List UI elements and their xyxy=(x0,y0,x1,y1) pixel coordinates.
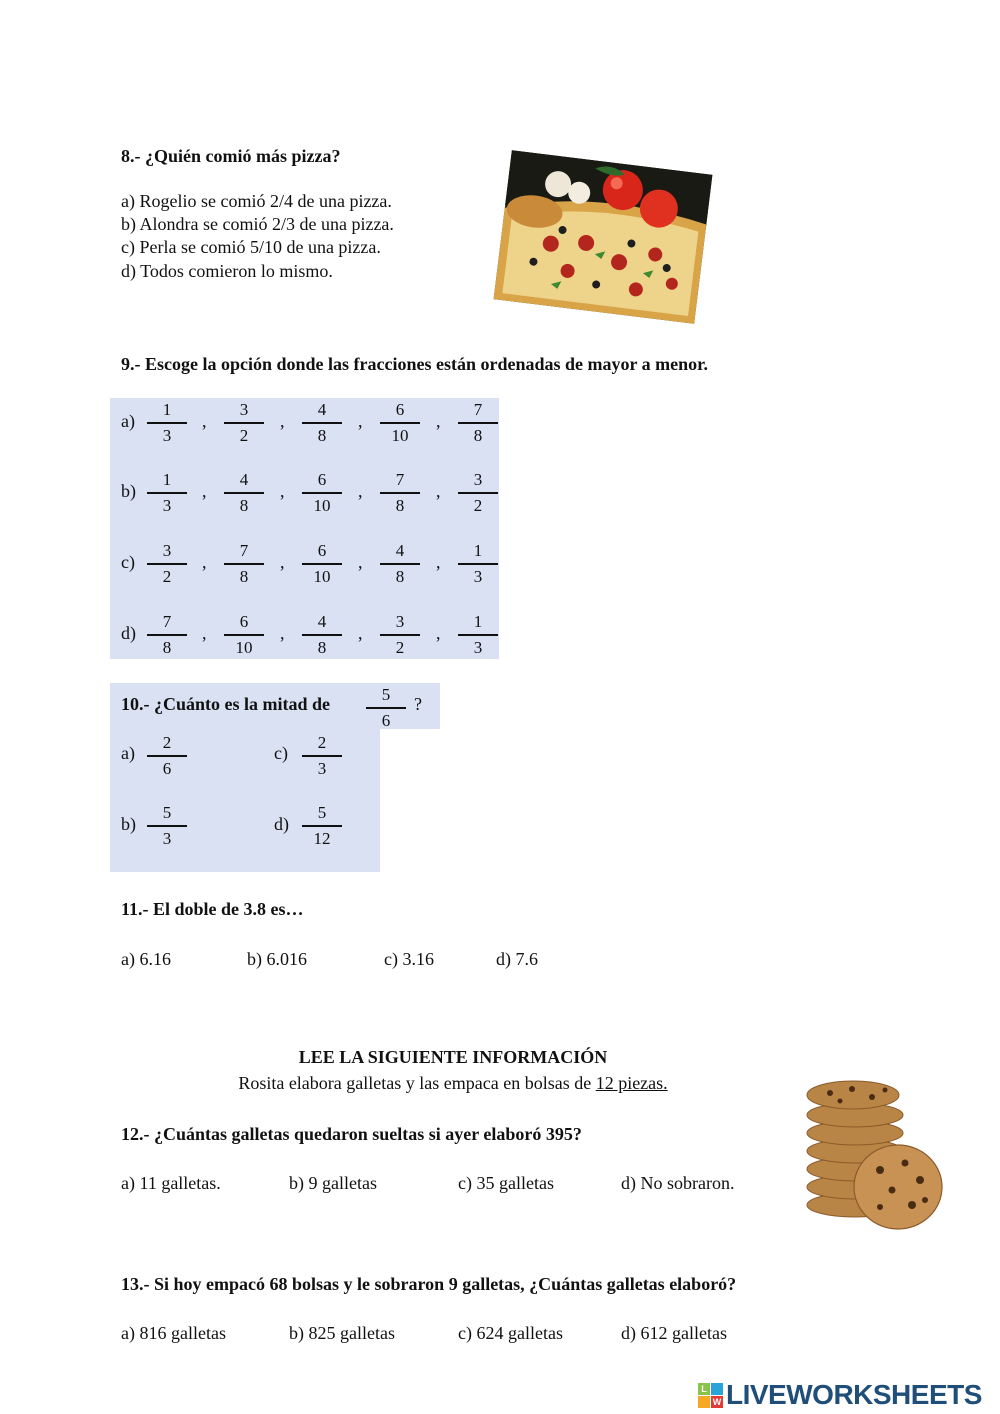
q10-question-mark: ? xyxy=(414,694,422,714)
separator-comma: , xyxy=(436,623,441,643)
fraction-bar xyxy=(147,755,187,757)
separator-comma: , xyxy=(280,481,285,501)
option-letter: d) xyxy=(121,623,136,643)
info-text-underlined: 12 piezas. xyxy=(595,1073,668,1093)
q13-option-c[interactable]: c) 624 galletas xyxy=(458,1323,563,1343)
q11-option-a[interactable]: a) 6.16 xyxy=(121,949,171,969)
fraction-bar xyxy=(458,563,498,565)
fraction-numerator: 1 xyxy=(162,400,172,419)
q8-option-d[interactable]: d) Todos comieron lo mismo. xyxy=(121,261,333,281)
q13-option-d[interactable]: d) 612 galletas xyxy=(621,1323,727,1343)
fraction-numerator: 7 xyxy=(239,541,249,560)
separator-comma: , xyxy=(358,623,363,643)
fraction xyxy=(302,470,342,516)
fraction-denominator: 2 xyxy=(239,425,249,445)
separator-comma: , xyxy=(202,411,207,431)
separator-comma: , xyxy=(280,411,285,431)
option-fraction xyxy=(302,803,342,849)
option-letter: b) xyxy=(121,814,136,834)
fraction-bar xyxy=(224,634,264,636)
fraction xyxy=(380,470,420,516)
q8-option-c[interactable]: c) Perla se comió 5/10 de una pizza. xyxy=(121,237,381,257)
option-letter: d) xyxy=(274,814,289,834)
fraction-bar xyxy=(302,422,342,424)
fraction-numerator: 5 xyxy=(317,803,327,822)
q8-title: 8.- ¿Quién comió más pizza? xyxy=(121,146,341,166)
fraction xyxy=(458,470,498,516)
q12-option-b[interactable]: b) 9 galletas xyxy=(289,1173,377,1193)
fraction-bar xyxy=(147,634,187,636)
fraction-denominator: 3 xyxy=(473,566,483,586)
fraction-bar xyxy=(302,563,342,565)
fraction-denominator: 10 xyxy=(313,566,331,586)
fraction-numerator: 4 xyxy=(239,470,249,489)
fraction-numerator: 4 xyxy=(317,400,327,419)
icon-tile xyxy=(698,1396,710,1408)
fraction-denominator: 3 xyxy=(317,758,327,778)
q10-title-fraction xyxy=(366,685,406,731)
fraction-denominator: 8 xyxy=(473,425,483,445)
option-fraction xyxy=(302,733,342,779)
q8-option-a[interactable]: a) Rogelio se comió 2/4 de una pizza. xyxy=(121,191,392,211)
fraction xyxy=(458,400,498,446)
option-letter: a) xyxy=(121,743,135,763)
fraction-numerator: 4 xyxy=(395,541,405,560)
fraction xyxy=(380,400,420,446)
icon-letter-l: L xyxy=(698,1383,710,1395)
fraction-numerator: 7 xyxy=(162,612,172,631)
fraction-numerator: 6 xyxy=(317,470,327,489)
fraction-denominator: 8 xyxy=(317,637,327,657)
fraction-bar xyxy=(147,422,187,424)
fraction xyxy=(224,541,264,587)
fraction xyxy=(380,541,420,587)
fraction-numerator: 5 xyxy=(381,685,391,704)
fraction-numerator: 3 xyxy=(473,470,483,489)
fraction-denominator: 3 xyxy=(473,637,483,657)
fraction-denominator: 2 xyxy=(395,637,405,657)
separator-comma: , xyxy=(436,552,441,572)
pizza-image xyxy=(492,150,714,325)
fraction-bar xyxy=(380,634,420,636)
icon-letter-w: W xyxy=(712,1396,722,1407)
fraction-bar xyxy=(224,492,264,494)
fraction-numerator: 5 xyxy=(162,803,172,822)
fraction xyxy=(147,400,187,446)
fraction xyxy=(302,541,342,587)
separator-comma: , xyxy=(280,623,285,643)
fraction xyxy=(224,400,264,446)
fraction-bar xyxy=(458,634,498,636)
separator-comma: , xyxy=(358,481,363,501)
q13-option-b[interactable]: b) 825 galletas xyxy=(289,1323,395,1343)
fraction-bar xyxy=(458,492,498,494)
fraction-numerator: 6 xyxy=(395,400,405,419)
fraction-denominator: 8 xyxy=(239,495,249,515)
fraction xyxy=(458,541,498,587)
fraction-bar xyxy=(302,492,342,494)
separator-comma: , xyxy=(358,552,363,572)
fraction-bar xyxy=(224,563,264,565)
fraction-bar xyxy=(224,422,264,424)
fraction xyxy=(224,470,264,516)
fraction-denominator: 3 xyxy=(162,828,172,848)
fraction-numerator: 7 xyxy=(395,470,405,489)
info-heading: LEE LA SIGUIENTE INFORMACIÓN xyxy=(298,1047,608,1067)
separator-comma: , xyxy=(202,481,207,501)
fraction xyxy=(302,400,342,446)
fraction-numerator: 4 xyxy=(317,612,327,631)
q12-title: 12.- ¿Cuántas galletas quedaron sueltas si ayer elaboró 395? xyxy=(121,1124,582,1144)
fraction-denominator: 6 xyxy=(162,758,172,778)
fraction-bar xyxy=(302,634,342,636)
separator-comma: , xyxy=(202,552,207,572)
fraction xyxy=(380,612,420,658)
fraction-denominator: 8 xyxy=(395,495,405,515)
q11-option-c[interactable]: c) 3.16 xyxy=(384,949,434,969)
fraction-numerator: 1 xyxy=(162,470,172,489)
liveworksheets-icon xyxy=(698,1383,723,1408)
fraction xyxy=(458,612,498,658)
option-letter: c) xyxy=(121,552,135,572)
q11-title: 11.- El doble de 3.8 es… xyxy=(121,899,304,919)
fraction-denominator: 10 xyxy=(313,495,331,515)
fraction-bar xyxy=(147,825,187,827)
fraction-numerator: 2 xyxy=(162,733,172,752)
q9-title: 9.- Escoge la opción donde las fracciones están ordenadas de mayor a menor. xyxy=(121,354,708,374)
option-letter: a) xyxy=(121,411,135,431)
fraction-bar xyxy=(380,422,420,424)
fraction-bar xyxy=(380,563,420,565)
fraction-bar xyxy=(147,492,187,494)
fraction-bar xyxy=(380,492,420,494)
fraction xyxy=(147,612,187,658)
info-text-main: Rosita elabora galletas y las empaca en bolsas de xyxy=(238,1073,592,1093)
fraction-numerator: 3 xyxy=(239,400,249,419)
q8-option-b[interactable]: b) Alondra se comió 2/3 de una pizza. xyxy=(121,214,394,234)
option-letter: c) xyxy=(274,743,288,763)
fraction-numerator: 6 xyxy=(317,541,327,560)
q11-option-d[interactable]: d) 7.6 xyxy=(496,949,538,969)
fraction-numerator: 2 xyxy=(317,733,327,752)
separator-comma: , xyxy=(436,411,441,431)
option-fraction xyxy=(147,803,187,849)
fraction-denominator: 8 xyxy=(239,566,249,586)
separator-comma: , xyxy=(436,481,441,501)
separator-comma: , xyxy=(280,552,285,572)
separator-comma: , xyxy=(358,411,363,431)
fraction-denominator: 12 xyxy=(313,828,331,848)
icon-tile xyxy=(711,1383,723,1395)
fraction-bar xyxy=(302,825,342,827)
fraction-numerator: 6 xyxy=(239,612,249,631)
fraction-denominator: 3 xyxy=(162,425,172,445)
fraction-numerator: 1 xyxy=(473,612,483,631)
fraction-denominator: 8 xyxy=(395,566,405,586)
fraction xyxy=(147,541,187,587)
q12-option-a[interactable]: a) 11 galletas. xyxy=(121,1173,221,1193)
cookies-image xyxy=(800,1075,945,1233)
fraction xyxy=(224,612,264,658)
liveworksheets-wordmark: LIVEWORKSHEETS xyxy=(726,1379,982,1410)
fraction-denominator: 10 xyxy=(391,425,409,445)
fraction xyxy=(147,470,187,516)
separator-comma: , xyxy=(202,623,207,643)
fraction-numerator: 1 xyxy=(473,541,483,560)
fraction-denominator: 2 xyxy=(162,566,172,586)
fraction-numerator: 3 xyxy=(162,541,172,560)
q12-option-d[interactable]: d) No sobraron. xyxy=(621,1173,735,1193)
q12-option-c[interactable]: c) 35 galletas xyxy=(458,1173,554,1193)
fraction-denominator: 3 xyxy=(162,495,172,515)
q11-option-b[interactable]: b) 6.016 xyxy=(247,949,307,969)
q10-title: 10.- ¿Cuánto es la mitad de xyxy=(121,694,331,714)
option-letter: b) xyxy=(121,481,136,501)
fraction-numerator: 3 xyxy=(395,612,405,631)
fraction-numerator: 7 xyxy=(473,400,483,419)
fraction-denominator: 6 xyxy=(381,710,391,730)
q13-title: 13.- Si hoy empacó 68 bolsas y le sobraron 9 galletas, ¿Cuántas galletas elaboró? xyxy=(121,1274,737,1294)
fraction-bar xyxy=(458,422,498,424)
fraction-denominator: 10 xyxy=(235,637,253,657)
liveworksheets-logo[interactable] xyxy=(698,1380,982,1410)
fraction-denominator: 8 xyxy=(317,425,327,445)
q13-option-a[interactable]: a) 816 galletas xyxy=(121,1323,226,1343)
fraction-bar xyxy=(302,755,342,757)
fraction-bar xyxy=(366,707,406,709)
fraction-denominator: 8 xyxy=(162,637,172,657)
fraction-bar xyxy=(147,563,187,565)
option-fraction xyxy=(147,733,187,779)
fraction-denominator: 2 xyxy=(473,495,483,515)
info-text xyxy=(0,1073,906,1094)
fraction xyxy=(302,612,342,658)
